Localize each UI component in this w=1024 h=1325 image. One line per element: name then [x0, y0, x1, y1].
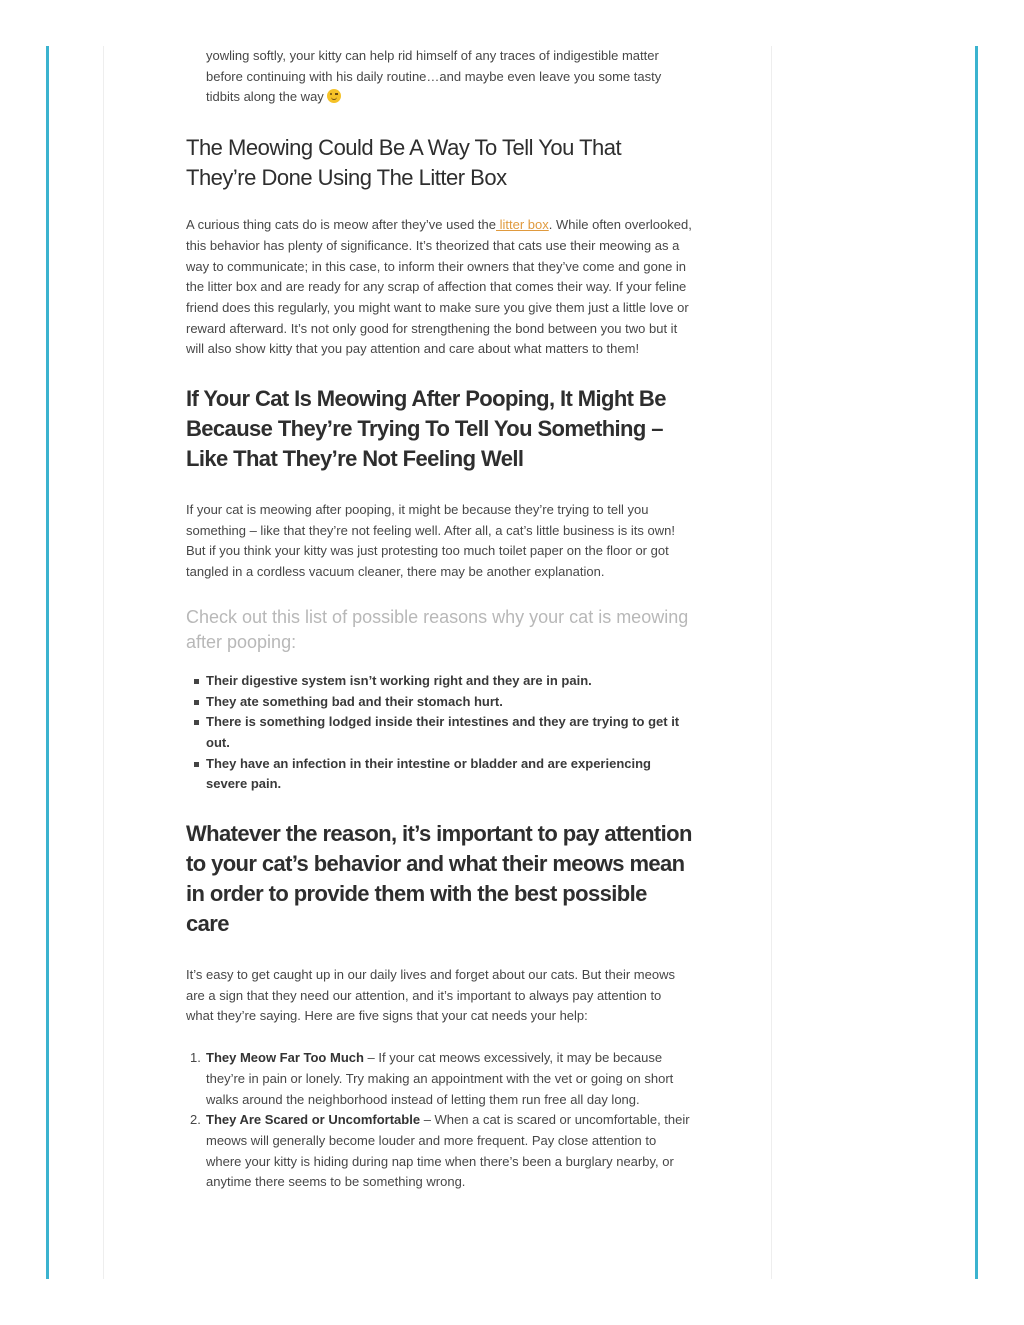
right-column-divider [771, 46, 772, 1279]
section2-heading: If Your Cat Is Meowing After Pooping, It Might Be Because They’re Trying To Tell You Something – Like That They’re Not Feeling Well [186, 386, 666, 472]
article-content [186, 46, 692, 1193]
bullet-square-icon [194, 720, 199, 725]
intro-paragraph [186, 46, 692, 108]
intro-text: yowling softly, your kitty can help rid himself of any traces of indigestible matter before continuing with his daily routine…and maybe even leave you some tasty tidbits along the way [206, 48, 662, 105]
right-frame-border [975, 46, 978, 1279]
section2-paragraph: If your cat is meowing after pooping, it might be because they’re trying to tell you something – like that they’re not feeling well. After all, a cat’s little business is its own! But if you think your kitty was just protesting too much toilet paper on the floor or got tangled in a cordless vacuum cleaner, there may be another explanation. [186, 502, 675, 580]
winking-face-icon [327, 89, 341, 103]
section3-paragraph: It’s easy to get caught up in our daily lives and forget about our cats. But their meows are a sign that they need our attention, and it’s important to always pay attention to what they’re saying. Here are five signs that your cat needs your help: [186, 967, 675, 1024]
item-title: They Meow Far Too Much [206, 1050, 364, 1066]
list-item: They have an infection in their intestine or bladder and are experiencing severe pain. [206, 754, 692, 795]
bullet-square-icon [194, 679, 199, 684]
section1-text-after: . While often overlooked, this behavior has plenty of significance. It’s theorized that cats use their meowing as a way to communicate; in this case, to inform their owners that they’ve come and gone in the litter box and are ready for any scrap of affection that comes their way. If your feline friend does this regularly, you might want to make sure you give them just a little love or reward afterward. It’s not only good for strengthening the bond between you two but it will also show kitty that you pay attention and care about what matters to them! [186, 217, 692, 357]
bullet-square-icon [194, 762, 199, 767]
list-item: 1. They Meow Far Too Much – If your cat meows excessively, it may be because they’re in pain or lonely. Try making an appointment with the vet or going on short walks around the neighborhood instead of letting them run free all day long. [190, 1050, 674, 1107]
item-text: – If your cat meows excessively, it may be because they’re in pain or lonely. Try making an appointment with the vet or going on short walks around the neighborhood instead of letting them run free all day long. [206, 1050, 674, 1107]
section1-text-before: A curious thing cats do is meow after they’ve used the [186, 217, 497, 233]
litter-box-link[interactable]: litter box [496, 217, 549, 233]
left-frame-border [46, 46, 49, 1279]
list-item: Their digestive system isn’t working right and they are in pain. [206, 671, 692, 692]
reasons-list [186, 671, 692, 795]
signs-list [186, 1048, 692, 1193]
section1-paragraph [186, 215, 692, 360]
list-item: 2. They Are Scared or Uncomfortable – When a cat is scared or uncomfortable, their meows will generally become louder and more frequent. Pay close attention to where your kitty is hiding during nap time when there’s been a burglary nearby, or anytime there seems to be something wrong. [190, 1112, 690, 1190]
reasons-subheading: Check out this list of possible reasons why your cat is meowing after pooping: [186, 606, 689, 652]
list-item: There is something lodged inside their intestines and they are trying to get it out. [206, 712, 692, 753]
section3-heading: Whatever the reason, it’s important to pay attention to your cat’s behavior and what their meows mean in order to provide them with the best possible care [186, 821, 692, 937]
item-text: – When a cat is scared or uncomfortable, their meows will generally become louder and more frequent. Pay close attention to where your kitty is hiding during nap time when there’s been a burglary nearby, or anytime there seems to be something wrong. [206, 1112, 690, 1190]
item-title: They Are Scared or Uncomfortable [206, 1112, 421, 1128]
bullet-square-icon [194, 700, 199, 705]
left-column-divider [103, 46, 104, 1279]
list-item: They ate something bad and their stomach hurt. [206, 692, 692, 713]
section1-heading: The Meowing Could Be A Way To Tell You That They’re Done Using The Litter Box [186, 135, 622, 191]
